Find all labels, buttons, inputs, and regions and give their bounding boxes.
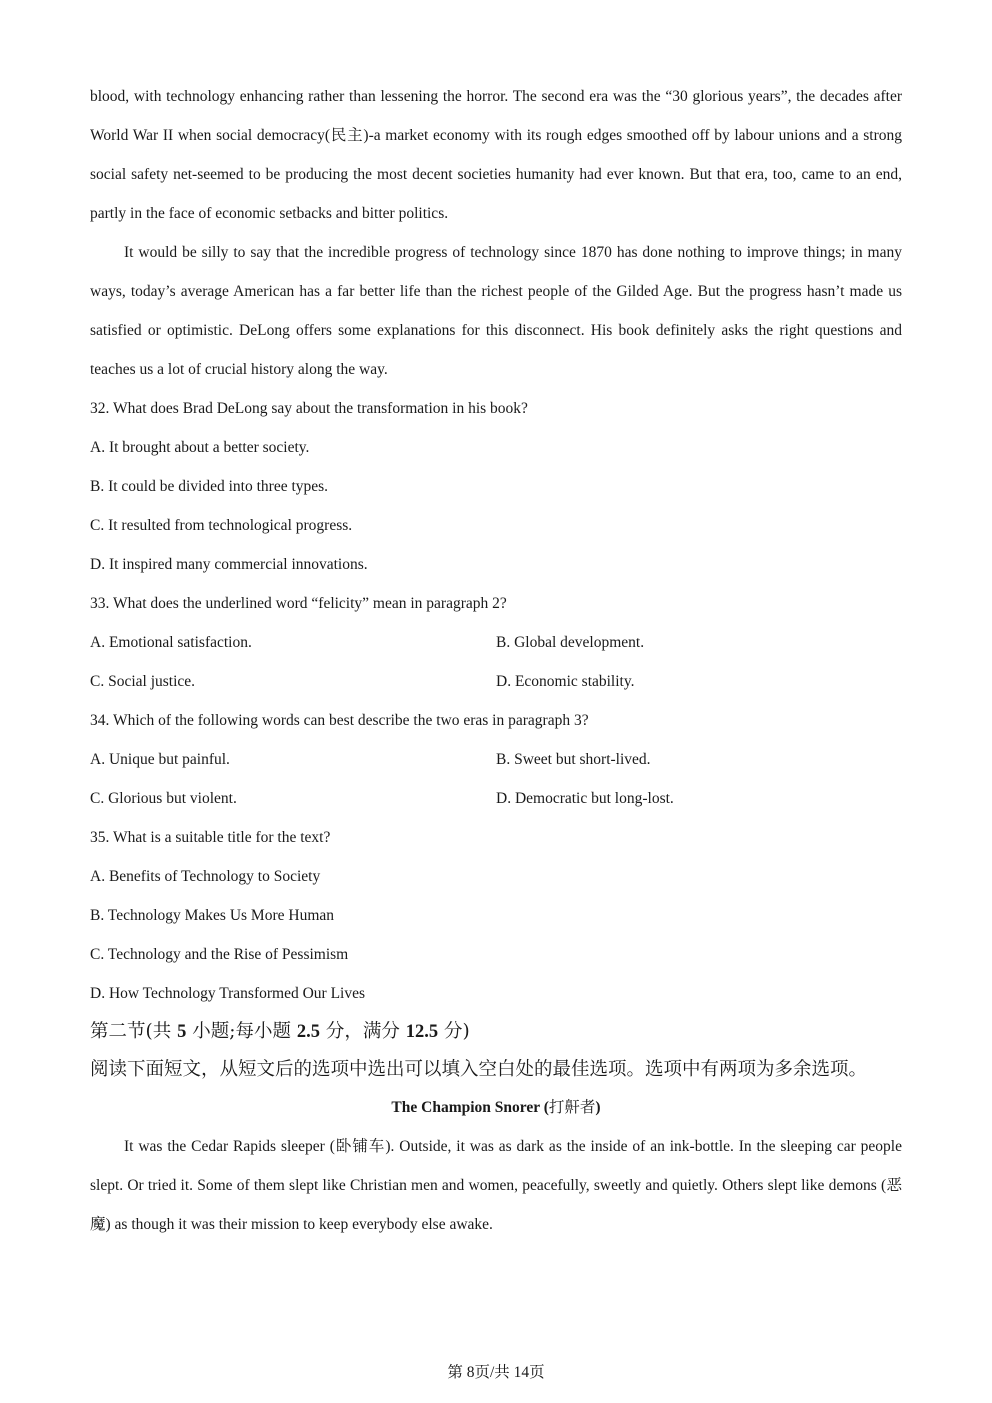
option: D. It inspired many commercial innovations.: [90, 556, 368, 573]
option: D. Democratic but long-lost.: [496, 790, 674, 807]
option: C. Glorious but violent.: [90, 790, 237, 807]
option-row: [90, 740, 902, 779]
question-stem: 34. Which of the following words can best describe the two eras in paragraph 3?: [90, 712, 589, 729]
question-stem: 33. What does the underlined word “felicity” mean in paragraph 2?: [90, 595, 507, 612]
option: A. Unique but painful.: [90, 751, 230, 768]
page-number: 第 8页/共 14页: [447, 1364, 545, 1381]
question-stem: 35. What is a suitable title for the text?: [90, 829, 331, 846]
option-row: [90, 623, 902, 662]
option: B. It could be divided into three types.: [90, 478, 329, 495]
option: A. It brought about a better society.: [90, 439, 310, 456]
option: B. Global development.: [496, 634, 645, 651]
option: A. Benefits of Technology to Society: [90, 868, 321, 885]
option: B. Technology Makes Us More Human: [90, 907, 335, 924]
question-stem: 32. What does Brad DeLong say about the transformation in his book?: [90, 400, 528, 417]
option: C. Technology and the Rise of Pessimism: [90, 946, 349, 963]
option-row: [90, 779, 902, 818]
option: B. Sweet but short-lived.: [496, 751, 651, 768]
option: A. Emotional satisfaction.: [90, 634, 252, 651]
passage-paragraph: It was the Cedar Rapids sleeper (卧铺车). Outside, it was as dark as the inside of an ink-bottle. In the sleeping car people slept. Or tried it. Some of them slept like Christian men and women, peacefully, sweetly and quietly. Others slept like demons (恶魔) as though it was their mission to keep everybody else awake.: [90, 1138, 902, 1233]
option: D. Economic stability.: [496, 673, 635, 690]
page-content: [90, 77, 902, 1244]
section-instruction: 阅读下面短文，从短文后的选项中选出可以填入空白处的最佳选项。选项中有两项为多余选项。: [90, 1059, 868, 1080]
passage-paragraph: It would be silly to say that the incredible progress of technology since 1870 has done nothing to improve things; in many ways, today’s average American has a far better life than the richest people of the Gilded Age. But the progress hasn’t made us satisfied or optimistic. DeLong offers some explanations for this disconnect. His book definitely asks the right questions and teaches us a lot of crucial history along the way.: [90, 244, 902, 378]
option: C. It resulted from technological progress.: [90, 517, 353, 534]
option-row: [90, 662, 902, 701]
passage-paragraph: blood, with technology enhancing rather than lessening the horror. The second era was the “30 glorious years”, the decades after World War II when social democracy(民主)-a market economy with its rough edges smoothed off by labour unions and a strong social safety net-seemed to be producing the most decent societies humanity had ever known. But that era, too, came to an end, partly in the face of economic setbacks and bitter politics.: [90, 88, 902, 222]
option: D. How Technology Transformed Our Lives: [90, 985, 366, 1002]
passage-title: The Champion Snorer (打鼾者): [391, 1099, 601, 1116]
section-heading: 第二节(共 5 小题;每小题 2.5 分，满分 12.5 分): [90, 1021, 470, 1042]
option: C. Social justice.: [90, 673, 196, 690]
